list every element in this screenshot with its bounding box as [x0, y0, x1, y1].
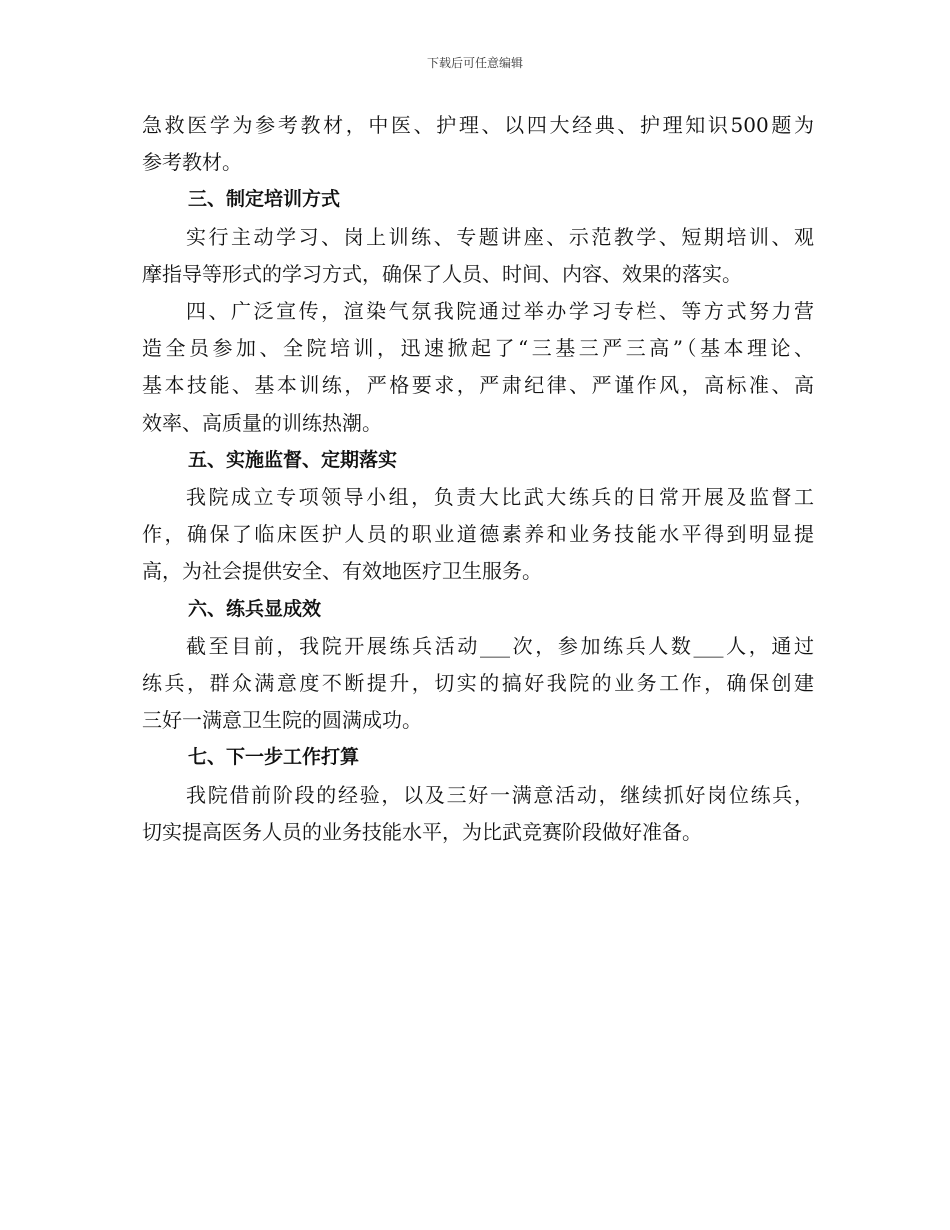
- paragraph-training-methods: [142, 219, 814, 293]
- text-line: 急救医学为参考教材，中医、护理、以四大经典、护理知识500题为: [142, 113, 814, 137]
- text-line: 切实提高医务人员的业务技能水平，为比武竞赛阶段做好准备。: [142, 819, 702, 844]
- text-line: 参考教材。: [142, 150, 242, 175]
- paragraph-publicity: [142, 293, 814, 442]
- text-line: 练兵，群众满意度不断提升，切实的搞好我院的业务工作，确保创建: [142, 671, 814, 696]
- text-line: 截至目前，我院开展练兵活动___次，参加练兵人数___人，通过: [186, 633, 814, 658]
- section-heading-6: 六、练兵显成效: [188, 597, 322, 620]
- document-body: [142, 107, 814, 851]
- section-heading-3: 三、制定培训方式: [188, 188, 341, 211]
- text-line: 摩指导等形式的学习方式，确保了人员、时间、内容、效果的落实。: [142, 261, 742, 286]
- paragraph-supervision: [142, 479, 814, 591]
- paragraph-results: [142, 628, 814, 740]
- text-line: 效率、高质量的训练热潮。: [142, 410, 382, 435]
- text-line: 实行主动学习、岗上训练、专题讲座、示范教学、短期培训、观: [186, 224, 814, 249]
- page-header-note: 下载后可任意编辑: [426, 56, 523, 70]
- paragraph-intro: [142, 107, 814, 181]
- paragraph-next-steps: [142, 777, 814, 851]
- text-line: 三好一满意卫生院的圆满成功。: [142, 708, 422, 733]
- text-line: 我院借前阶段的经验，以及三好一满意活动，继续抓好岗位练兵，: [186, 782, 814, 807]
- text-line: 造全员参加、全院培训，迅速掀起了“三基三严三高”（基本理论、: [142, 336, 814, 361]
- text-line: 我院成立专项领导小组，负责大比武大练兵的日常开展及监督工: [186, 485, 814, 510]
- section-heading-7: 七、下一步工作打算: [188, 746, 360, 769]
- section-heading-5: 五、实施监督、定期落实: [188, 448, 398, 471]
- text-line: 高，为社会提供安全、有效地医疗卫生服务。: [142, 559, 542, 584]
- text-line: 基本技能、基本训练，严格要求，严肃纪律、严谨作风，高标准、高: [142, 373, 814, 398]
- text-line: 四、广泛宣传，渲染气氛我院通过举办学习专栏、等方式努力营: [186, 299, 814, 324]
- text-line: 作，确保了临床医护人员的职业道德素养和业务技能水平得到明显提: [142, 522, 814, 547]
